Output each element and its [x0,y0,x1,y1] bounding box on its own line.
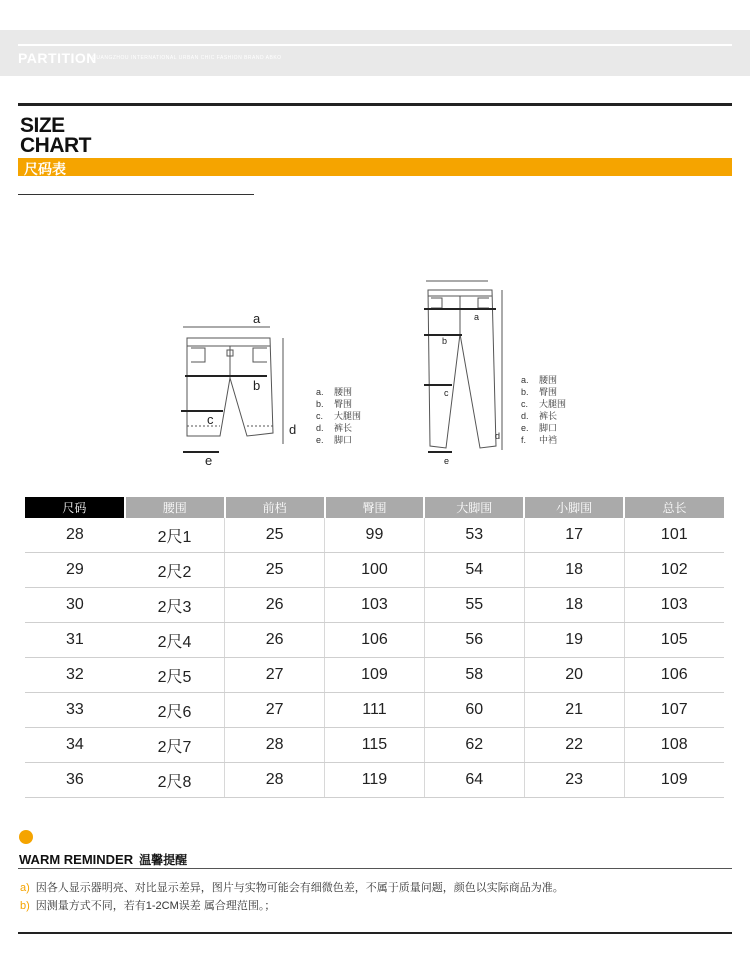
table-row [25,518,724,553]
table-cell: 28 [25,518,125,553]
table-cell: 27 [225,693,325,728]
table-cell: 103 [624,588,724,623]
label-d: d [495,431,501,441]
title-line-2: CHART [20,134,91,157]
table-cell: 18 [524,588,624,623]
table-cell: 64 [424,763,524,798]
table-row [25,763,724,798]
top-banner [0,30,750,76]
table-cell: 100 [325,553,425,588]
header-hip: 臀围 [325,497,425,518]
legend-item: b. 臀围 [316,399,353,409]
label-e: e [205,453,213,468]
cn-title-bar [18,158,732,176]
header-waist: 腰围 [125,497,225,518]
label-d: d [289,422,297,437]
table-cell: 102 [624,553,724,588]
reminder-dot [19,830,33,844]
divider [18,932,732,934]
table-cell: 29 [25,553,125,588]
legend-item: c. 大腿围 [521,399,567,409]
table-cell: 111 [325,693,425,728]
legend-item: b. 臀围 [521,387,558,397]
table-cell: 115 [325,728,425,763]
legend-item: c. 大腿围 [316,411,362,421]
reminder-note: b) 因测量方式不同，若有1-2CM误差 属合理范围。； [20,900,276,912]
table-cell: 2尺4 [125,623,225,658]
legend-item: e. 脚口 [521,423,558,433]
table-cell: 2尺2 [125,553,225,588]
header-hem: 小脚围 [524,497,624,518]
table-header-row [25,497,724,518]
table-cell: 56 [424,623,524,658]
pants-diagram [418,274,518,466]
table-cell: 26 [225,588,325,623]
table-cell: 20 [524,658,624,693]
shorts-diagram [175,308,305,468]
label-e: e [444,456,450,466]
table-cell: 62 [424,728,524,763]
header-size: 尺码 [25,497,125,518]
table-cell: 109 [325,658,425,693]
reminder-title-cn: 温馨提醒 [139,853,188,867]
table-cell: 34 [25,728,125,763]
legend-item: f. 中裆 [521,435,558,445]
label-b: b [442,336,448,346]
table-cell: 99 [325,518,425,553]
divider [18,103,732,106]
page-title [20,116,91,156]
table-cell: 28 [225,763,325,798]
banner-line [18,44,732,46]
legend-item: a. 腰围 [521,375,558,385]
table-cell: 28 [225,728,325,763]
table-cell: 2尺8 [125,763,225,798]
table-body [25,518,724,798]
divider [18,868,732,869]
label-b: b [253,378,261,393]
pants-legend [521,374,566,446]
header-front-rise: 前档 [225,497,325,518]
header-thigh: 大脚围 [424,497,524,518]
table-cell: 21 [524,693,624,728]
table-cell: 2尺1 [125,518,225,553]
table-row [25,588,724,623]
table-cell: 2尺7 [125,728,225,763]
table-cell: 106 [325,623,425,658]
label-a: a [474,312,480,322]
legend-item: d. 裤长 [521,411,558,421]
pants-outline [428,290,496,448]
table-row [25,658,724,693]
table-cell: 105 [624,623,724,658]
table-cell: 60 [424,693,524,728]
legend-item: a. 腰围 [316,387,353,397]
table-cell: 109 [624,763,724,798]
table-cell: 18 [524,553,624,588]
table-cell: 36 [25,763,125,798]
title-line-1: SIZE [20,114,65,137]
label-c: c [444,388,449,398]
legend-item: d. 裤长 [316,423,353,433]
table-cell: 25 [225,518,325,553]
reminder-note: a) 因各人显示器明亮、对比显示差异，图片与实物可能会有细微色差，不属于质量问题，颜色以实际商品为准。 [20,882,564,894]
table-cell: 2尺6 [125,693,225,728]
table-cell: 55 [424,588,524,623]
table-cell: 17 [524,518,624,553]
table-cell: 32 [25,658,125,693]
table-cell: 107 [624,693,724,728]
table-cell: 23 [524,763,624,798]
shorts-legend [316,386,361,446]
brand-name: PARTITION [18,50,97,66]
table-row [25,553,724,588]
table-cell: 103 [325,588,425,623]
table-cell: 53 [424,518,524,553]
divider [18,194,254,195]
header-length: 总长 [624,497,724,518]
table-cell: 26 [225,623,325,658]
table-row [25,728,724,763]
size-table [25,497,724,798]
reminder-title: WARM REMINDER 温馨提醒 [19,852,188,867]
table-cell: 108 [624,728,724,763]
table-cell: 54 [424,553,524,588]
table-cell: 101 [624,518,724,553]
label-c: c [207,412,214,427]
table-cell: 58 [424,658,524,693]
table-cell: 19 [524,623,624,658]
cn-title: 尺码表 [24,161,66,177]
label-a: a [253,311,261,326]
table-cell: 25 [225,553,325,588]
table-cell: 2尺5 [125,658,225,693]
table-row [25,623,724,658]
table-cell: 31 [25,623,125,658]
table-cell: 106 [624,658,724,693]
table-row [25,693,724,728]
legend-item: e. 脚口 [316,435,353,445]
table-cell: 27 [225,658,325,693]
table-cell: 2尺3 [125,588,225,623]
brand-subtitle: GUANGZHOU INTERNATIONAL URBAN CHIC FASHION BRAND ABKO [92,55,282,61]
table-cell: 30 [25,588,125,623]
table-cell: 33 [25,693,125,728]
table-cell: 119 [325,763,425,798]
table-cell: 22 [524,728,624,763]
